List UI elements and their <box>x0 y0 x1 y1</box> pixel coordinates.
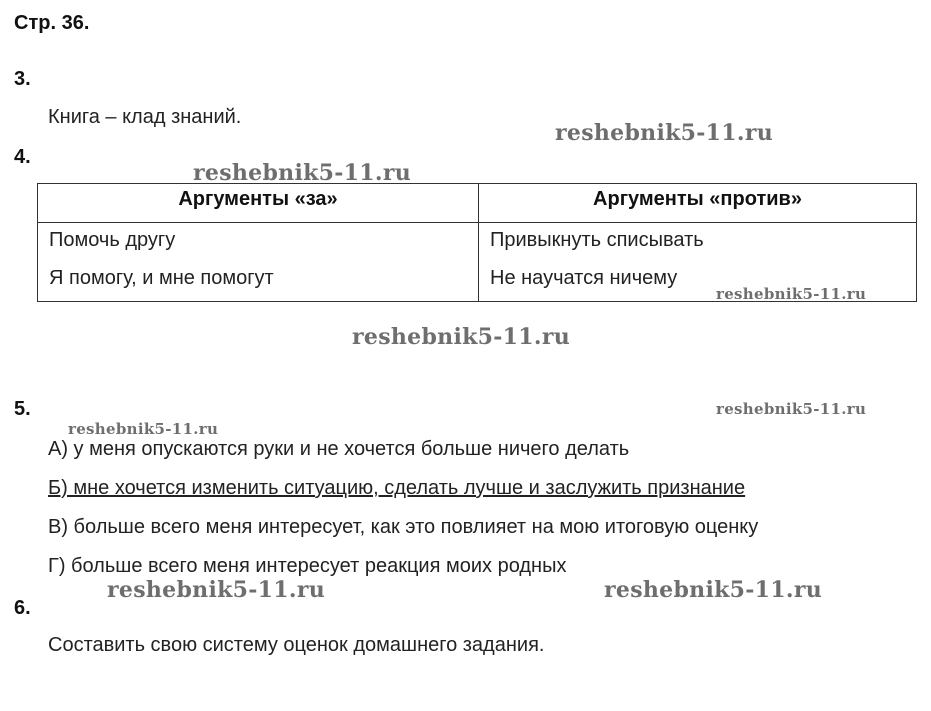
watermark: reshebnik5-11.ru <box>555 120 774 146</box>
task-5-option-g: Г) больше всего меня интересует реакция моих родных <box>48 555 567 577</box>
header-for: Аргументы «за» <box>38 184 479 223</box>
task-4-number: 4. <box>14 146 31 168</box>
task-6-number: 6. <box>14 597 31 619</box>
table-header-row <box>38 184 917 223</box>
task-5-option-b-selected: Б) мне хочется изменить ситуацию, сделать лучше и заслужить признание <box>48 477 746 499</box>
page-title: Стр. 36. <box>14 12 90 34</box>
task-5-number: 5. <box>14 398 31 420</box>
header-against: Аргументы «против» <box>479 184 917 223</box>
cell-for <box>38 223 479 302</box>
task-5-option-a: А) у меня опускаются руки и не хочется больше ничего делать <box>48 438 630 460</box>
watermark: reshebnik5-11.ru <box>68 420 219 438</box>
watermark: reshebnik5-11.ru <box>716 400 867 418</box>
watermark: reshebnik5-11.ru <box>352 324 571 350</box>
task-5-option-v: В) больше всего меня интересует, как это повлияет на мою итоговую оценку <box>48 516 759 538</box>
watermark: reshebnik5-11.ru <box>604 577 823 603</box>
watermark: reshebnik5-11.ru <box>193 160 412 186</box>
task-3-text: Книга – клад знаний. <box>48 106 242 128</box>
argument-against-item: Привыкнуть списывать <box>490 229 704 251</box>
argument-against-item: Не научатся ничему <box>490 267 678 289</box>
argument-for-item: Помочь другу <box>49 229 176 251</box>
watermark: reshebnik5-11.ru <box>107 577 326 603</box>
argument-for-item: Я помогу, и мне помогут <box>49 267 274 289</box>
task-3-number: 3. <box>14 68 31 90</box>
task-6-text: Составить свою систему оценок домашнего задания. <box>48 634 545 656</box>
watermark: reshebnik5-11.ru <box>716 285 867 303</box>
